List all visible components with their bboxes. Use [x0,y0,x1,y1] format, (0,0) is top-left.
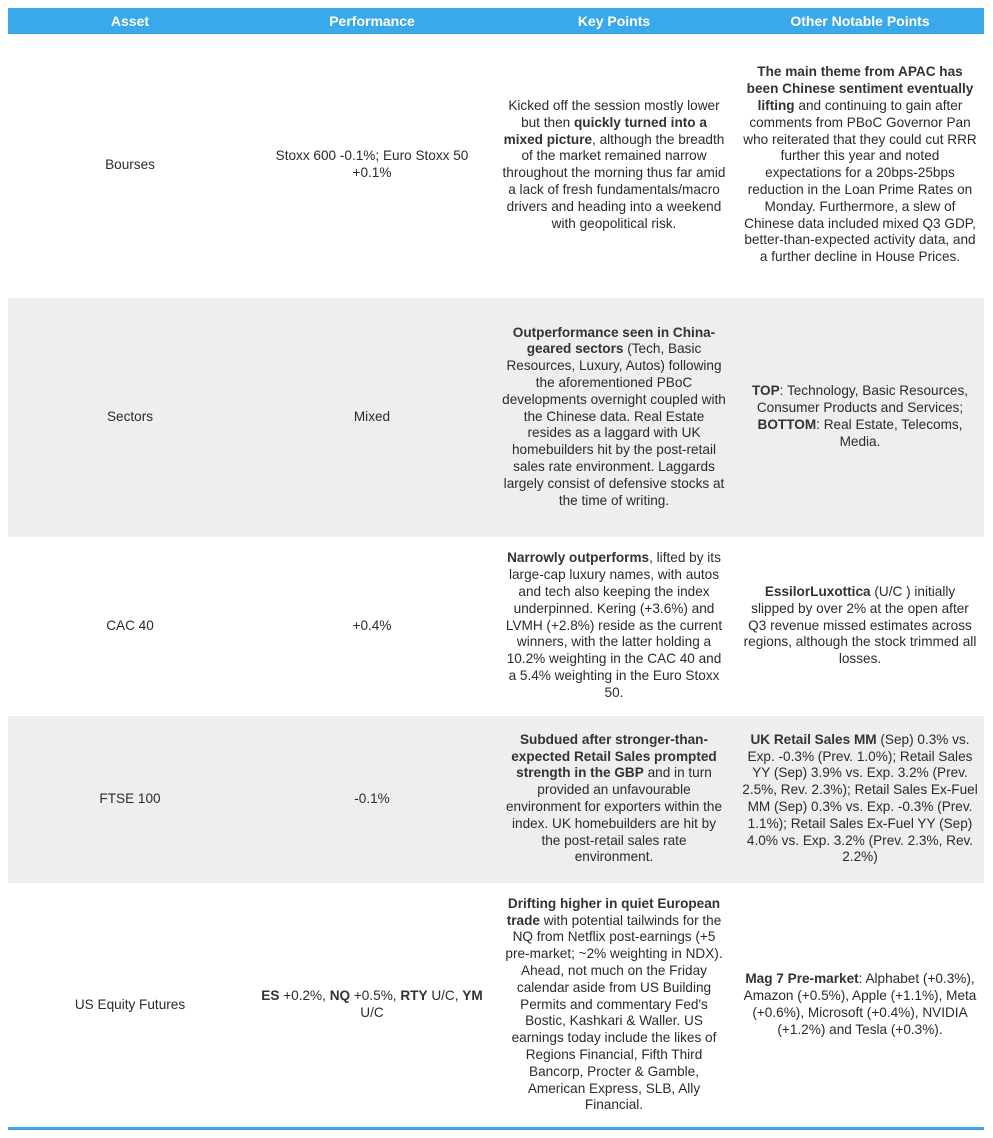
header-row [8,8,984,34]
other-points-cell [736,537,984,715]
text-segment: U/C, [427,988,463,1004]
table-row [8,883,984,1128]
text-segment: , lifted by its large-cap luxury names, with autos and tech also keeping the index underpinned. Kering (+3.6%) and LVMH (+2.8%) reside as the current winners, with the latter holding a 10.2% weighting in the CAC 40 and a 5.4% weighting in the Euro Stoxx 50. [505,550,723,700]
other-points-cell [736,715,984,883]
asset-cell: US Equity Futures [8,883,252,1128]
text-segment: and in turn provided an unfavourable environment for exporters within the index. UK homebuilders are hit by the post-retail sales rate environment. [505,765,723,865]
key-points-cell [492,883,736,1128]
bold-text-segment: Mag 7 Pre-market [745,971,859,987]
performance-cell: Stoxx 600 -0.1%; Euro Stoxx 50 +0.1% [252,34,492,297]
other-points-cell [736,883,984,1128]
performance-cell: -0.1% [252,715,492,883]
bold-text-segment: NQ [329,988,351,1004]
bold-text-segment: Drifting higher in quiet European trade [506,895,721,928]
performance-cell [252,883,492,1128]
other-points-cell [736,34,984,297]
bold-text-segment: UK Retail Sales MM [750,731,877,747]
asset-cell: CAC 40 [8,537,252,715]
text-segment: (Sep) 0.3% vs. Exp. -0.3% (Prev. 1.0%); Retail Sales YY (Sep) 3.9% vs. Exp. 3.2% (Prev. 2.5%, Rev. 2.3%); Retail Sales Ex-Fuel MM (Sep) 0.3% vs. Exp. -0.3% (Prev. 1.1%); Retail Sales Ex-Fuel YY (Sep) 4.0% vs. Exp. 3.2% (Prev. 2.3%, Rev. 2.2%) [742,731,978,865]
text-segment: (Tech, Basic Resources, Luxury, Autos) following the aforementioned PBoC developments overnight coupled with the Chinese data. Real Estate resides as a laggard with UK homebuilders hit by the post-retail sales rate environment. Laggards largely consist of defensive stocks at the time of writing. [502,341,726,508]
text-segment: Kicked off the session mostly lower but then [508,98,720,130]
text-segment: : Alphabet (+0.3%), Amazon (+0.5%), Apple (+1.1%), Meta (+0.6%), Microsoft (+0.4%), NVIDIA (+1.2%) and Tesla (+0.3%). [743,971,977,1037]
performance-cell: Mixed [252,297,492,537]
performance-cell: +0.4% [252,537,492,715]
text-segment: : Real Estate, Telecoms, Media. [816,417,963,449]
bold-text-segment: The main theme from APAC has been Chinese sentiment eventually lifting [746,64,974,114]
header-asset: Asset [8,8,252,34]
key-points-cell [492,537,736,715]
bold-text-segment: Outperformance seen in China-geared sectors [512,324,716,357]
bold-text-segment: ES [261,988,280,1004]
header-performance: Performance [252,8,492,34]
bold-text-segment: Narrowly outperforms [507,550,650,566]
bold-text-segment: YM [462,988,483,1004]
text-segment: U/C [360,1005,384,1020]
key-points-cell [492,34,736,297]
text-segment: +0.5%, [350,988,401,1004]
table-row [8,297,984,537]
text-segment: : Technology, Basic Resources, Consumer Products and Services; [756,383,969,416]
header-other-points: Other Notable Points [736,8,984,34]
bold-text-segment: quickly turned into a mixed picture [503,114,707,147]
text-segment: , although the breadth of the market remained narrow throughout the morning thus far amid a lack of fresh fundamentals/macro drivers and heading into a weekend with geopolitical risk. [502,131,726,231]
asset-cell: FTSE 100 [8,715,252,883]
bold-text-segment: TOP [751,383,780,399]
bold-text-segment: RTY [400,988,428,1004]
text-segment: and continuing to gain after comments from PBoC Governor Pan who reiterated that they could cut RRR further this year and noted expectations for a 20bps-25bps reduction in the Loan Prime Rates on Monday. Furthermore, a slew of Chinese data included mixed Q3 GDP, better-than-expected activity data, and a further decline in House Prices. [743,98,977,265]
key-points-cell [492,297,736,537]
text-segment: (U/C ) initially slipped by over 2% at the open after Q3 revenue missed estimates across regions, although the stock trimmed all losses. [743,584,977,667]
bold-text-segment: EssilorLuxottica [764,584,871,599]
bold-text-segment: BOTTOM [757,417,817,432]
table-row [8,34,984,297]
table-row [8,715,984,883]
text-segment: +0.2%, [279,988,330,1004]
text-segment: with potential tailwinds for the NQ from Netflix post-earnings (+5 pre-market; ~2% weighting in NDX). Ahead, not much on the Friday calendar aside from US Building Permits and commentary Fed's Bostic, Kashkari & Waller. US earnings today include the likes of Regions Financial, Fifth Third Bancorp, Procter & Gamble, American Express, SLB, Ally Financial. [505,912,723,1113]
other-points-cell [736,297,984,537]
asset-cell: Sectors [8,297,252,537]
key-points-cell [492,715,736,883]
header-key-points: Key Points [492,8,736,34]
table-row [8,537,984,715]
bold-text-segment: Subdued after stronger-than-expected Retail Sales prompted strength in the GBP [511,731,717,781]
market-summary-table [8,8,984,1130]
asset-cell: Bourses [8,34,252,297]
